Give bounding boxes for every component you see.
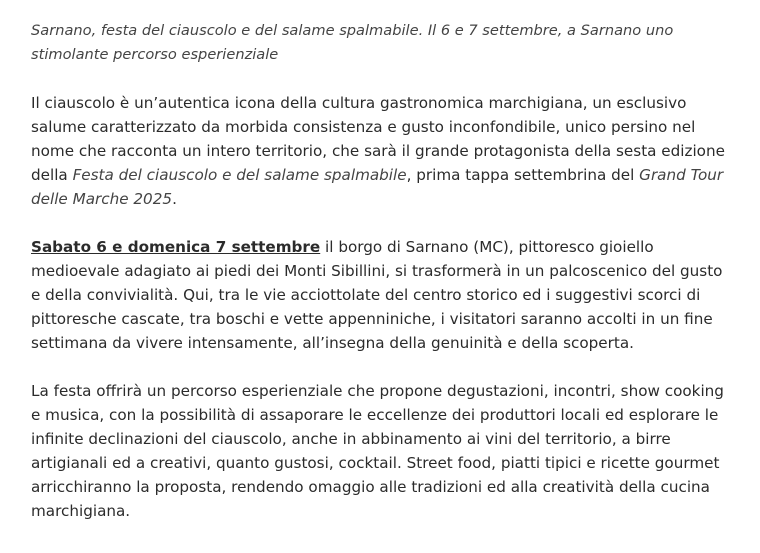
program-text: La festa offrirà un percorso esperienziale che propone degustazioni, incontri, show cooking e musica, con la possibilità di assaporare le eccellenze dei produttori locali ed esplorare le infinite declinazioni del ciauscolo, anche in abbinamento ai vini del territorio, a birre artigianali ed a creativi, quanto gustosi, cocktail. Street food, piatti tipici e ricette gourmet arricchiranno la proposta, rendendo omaggio alle tradizioni ed alla creatività della cucina marchigiana. [31,382,724,520]
paragraph-intro [31,91,736,211]
grand-tour-title: Grand Tour delle Marche 2025 [31,166,724,208]
festa-title: Festa del ciauscolo e del salame spalmabile [72,166,407,184]
intro-text-c: . [172,190,177,208]
article-body [31,19,736,523]
intro-text-b: , prima tappa settembrina del [406,166,640,184]
event-dates-link[interactable]: Sabato 6 e domenica 7 settembre [31,238,321,256]
paragraph-dates [31,235,736,355]
dates-text: il borgo di Sarnano (MC), pittoresco gioiello medioevale adagiato ai piedi dei Monti Sibillini, si trasformerà in un palcoscenico del gusto e della convivialità. Qui, tra le vie acciottolate del centro storico ed i suggestivi scorci di pittoresche cascate, tra boschi e vette appenniniche, i visitatori saranno accolti in un fine settimana da vivere intensamente, all’insegna della genuinità e della scoperta. [31,238,723,352]
intro-text-a: Il ciauscolo è un’autentica icona della cultura gastronomica marchigiana, un esclusivo salume caratterizzato da morbida consistenza e gusto inconfondibile, unico persino nel nome che racconta un intero territorio, che sarà il grande protagonista della sesta edizione della [31,94,725,184]
article-subtitle: Sarnano, festa del ciauscolo e del salame spalmabile. Il 6 e 7 settembre, a Sarnano uno stimolante percorso esperienziale [31,22,674,63]
paragraph-program [31,379,736,523]
